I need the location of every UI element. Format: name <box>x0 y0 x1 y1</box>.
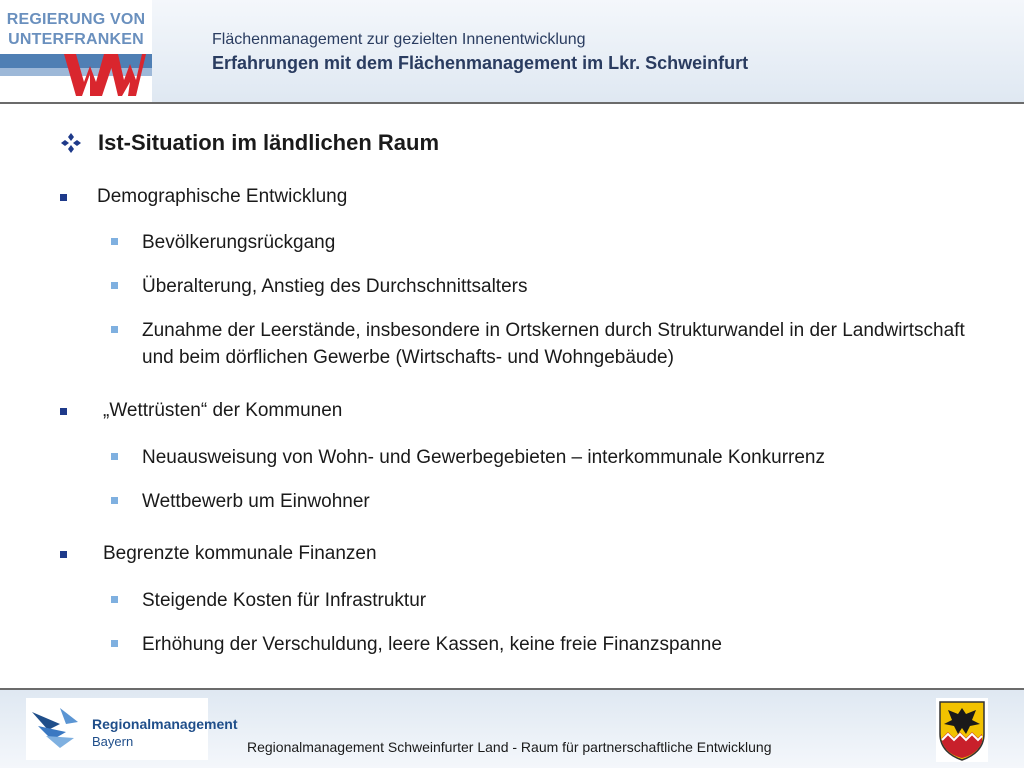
bullet-level2 <box>111 488 991 515</box>
bullet-level2 <box>111 229 991 256</box>
square-bullet-icon <box>111 453 118 460</box>
bullet-text: „Wettrüsten“ der Kommunen <box>103 400 343 421</box>
crest-shape-icon <box>936 698 988 762</box>
bullet-level2 <box>111 587 991 614</box>
coat-of-arms-icon <box>936 698 988 762</box>
bullet-text: Demographische Entwicklung <box>97 186 348 207</box>
bullet-text: Zunahme der Leerstände, insbesondere in Ortskernen durch Strukturwandel in der Landwirtschaft und beim dörflichen Gewerbe (Wirtschafts- und Wohngebäude) <box>142 320 965 368</box>
bullet-text: Wettbewerb um Einwohner <box>142 491 370 512</box>
bullet-text: Bevölkerungsrückgang <box>142 232 336 253</box>
logo-w-mark-icon <box>62 52 146 98</box>
slide-footer <box>0 688 1024 768</box>
square-bullet-icon <box>60 551 67 558</box>
regionalmanagement-bayern-logo <box>26 698 238 760</box>
square-bullet-icon <box>60 408 67 415</box>
bullet-text: Erhöhung der Verschuldung, leere Kassen, keine freie Finanzspanne <box>142 634 722 655</box>
diamond-cluster-icon <box>60 132 82 154</box>
bullet-level1 <box>60 400 342 422</box>
bullet-text: Neuausweisung von Wohn- und Gewerbegebieten – interkommunale Konkurrenz <box>142 447 825 468</box>
header-subtitle: Flächenmanagement zur gezielten Innenentwicklung <box>212 31 586 48</box>
square-bullet-icon <box>111 282 118 289</box>
footer-text: Regionalmanagement Schweinfurter Land - Raum für partnerschaftliche Entwicklung <box>247 739 772 755</box>
section-heading <box>60 130 439 156</box>
logo-text <box>0 10 152 50</box>
bullet-text: Überalterung, Anstieg des Durchschnittsalters <box>142 276 528 297</box>
bullet-level2 <box>111 631 991 658</box>
square-bullet-icon <box>111 596 118 603</box>
bullet-level1 <box>60 186 347 208</box>
bullet-level1 <box>60 543 377 565</box>
regierung-unterfranken-logo <box>0 0 152 102</box>
bullet-text: Steigende Kosten für Infrastruktur <box>142 590 427 611</box>
header-title: Erfahrungen mit dem Flächenmanagement im Lkr. Schweinfurt <box>212 53 749 73</box>
logo-line-2: UNTERFRANKEN <box>8 31 144 48</box>
bullet-text: Begrenzte kommunale Finanzen <box>103 543 377 564</box>
bullet-level2 <box>111 317 991 371</box>
square-bullet-icon <box>111 326 118 333</box>
bullet-level2 <box>111 273 991 300</box>
rm-logo-line-2: Bayern <box>92 734 134 749</box>
rm-logo-line-1: Regionalmanagement <box>92 716 238 732</box>
square-bullet-icon <box>111 640 118 647</box>
square-bullet-icon <box>111 497 118 504</box>
heading-text: Ist-Situation im ländlichen Raum <box>98 130 440 155</box>
square-bullet-icon <box>111 238 118 245</box>
square-bullet-icon <box>60 194 67 201</box>
bird-mark-icon <box>30 702 90 756</box>
slide-content <box>0 104 1024 688</box>
slide-header <box>0 0 1024 104</box>
logo-line-1: REGIERUNG VON <box>6 11 146 28</box>
bullet-level2 <box>111 444 991 471</box>
